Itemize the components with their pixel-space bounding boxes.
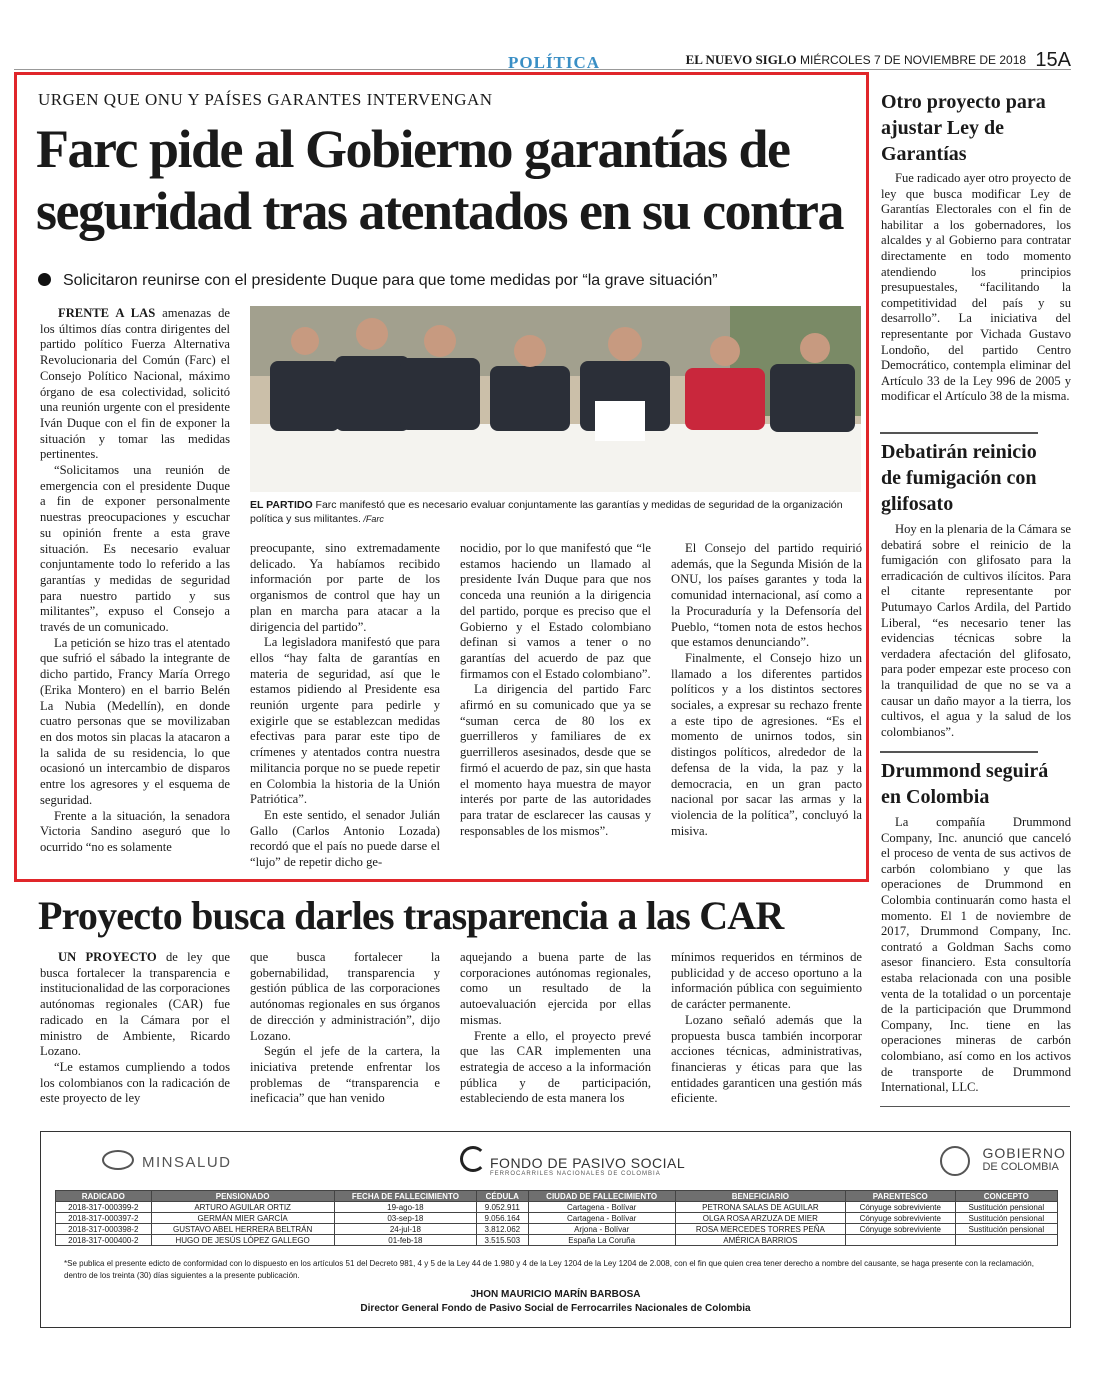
column-header: CÉDULA [477, 1191, 529, 1202]
headline-line-2: seguridad tras atentados en su contra [36, 181, 844, 241]
paragraph: preocupante, sino extremadamente delicado. Ya habíamos recibido información por parte de los organismos de control que hay un plan en marcha para atacar a la dirigencia del partido”. [250, 541, 440, 634]
article-headline [36, 118, 876, 242]
photo-illustration [250, 306, 861, 492]
table-cell: Arjona - Bolívar [528, 1224, 675, 1235]
caption-credit: /Farc [360, 514, 384, 524]
gobierno-text-1: GOBIERNO [982, 1145, 1066, 1161]
table-cell: Sustitución pensional [955, 1213, 1057, 1224]
fondo-text: FONDO DE PASIVO SOCIAL [490, 1155, 686, 1171]
sidebar-title-1: Otro proyecto para ajustar Ley de Garantías [881, 91, 1046, 165]
table-cell: Cónyuge sobreviviente [845, 1224, 955, 1235]
paragraph: Según el jefe de la cartera, la iniciativa pretende enfrentar los problemas de “transparencia e ineficacia” que han venido [250, 1044, 440, 1106]
table-cell: 9.056.164 [477, 1213, 529, 1224]
table-cell: ARTURO AGUILAR ORTIZ [151, 1202, 334, 1213]
paragraph: La dirigencia del partido Farc afirmó en su comunicado que ya se “suman cerca de 80 los ex guerrilleros y familiares de ex guerrilleros asesinados, desde que se firmó el acuerdo de paz, sin que hasta el momento haya muestra de mayor interés por parte de las autoridades para tratar de esclarecer las causas y responsables de los mismos”. [460, 682, 651, 838]
header-rule [14, 69, 1071, 70]
table-cell [955, 1235, 1057, 1246]
table-cell: España La Coruña [528, 1235, 675, 1246]
paragraph: La petición se hizo tras el atentado que sufrió el sábado la integrante de dicho partido, Francy María Orrego (Erika Montero) en el barrio Belén La Nubia (Medellín), en donde cuatro personas que se movilizaban en dos motos sin placas la atacaron a la salida de su residencia, lo que ocasionó un intercambio de disparos entre los agresores y el esquema de seguridad. [40, 635, 230, 807]
table-cell: 2018-317-000397-2 [56, 1213, 152, 1224]
paragraph: mínimos requeridos en términos de publicidad y de acceso oportuno a la información pública con seguimiento de carácter permanente. [671, 950, 862, 1012]
table-cell: 3.812.062 [477, 1224, 529, 1235]
sidebar-text-1 [881, 171, 1071, 405]
article-photo [250, 306, 861, 492]
bullet-icon [38, 273, 51, 286]
paragraph: aquejando a buena parte de las corporaciones autónomas regionales, como un resultado de la autoevaluación ejercida por ellas mismas. [460, 950, 651, 1027]
fondo-logo [460, 1146, 685, 1177]
minsalud-emblem-icon [102, 1150, 134, 1170]
column-header: FECHA DE FALLECIMIENTO [334, 1191, 476, 1202]
subhead-text: Solicitaron reunirse con el presidente Duque para que tome medidas por “la grave situación” [63, 272, 718, 289]
table-cell: ROSA MERCEDES TORRES PEÑA [675, 1224, 845, 1235]
signer-name: JHON MAURICIO MARÍN BARBOSA [470, 1289, 641, 1300]
table-cell: 24-jul-18 [334, 1224, 476, 1235]
article-column-2 [250, 541, 440, 871]
second-column-2 [250, 950, 440, 1107]
section-label: POLÍTICA [508, 53, 601, 72]
column-header: CIUDAD DE FALLECIMIENTO [528, 1191, 675, 1202]
column-header: PENSIONADO [151, 1191, 334, 1202]
paragraph: amenazas de los últimos días contra dirigentes del partido político Fuerza Alternativa Revolucionaria del Común (Farc) el Consejo Político Nacional, máximo órgano de esa colectividad, solicitó una reunión urgente con el presidente Iván Duque con el fin de exponer la situación y tomar las medidas pertinentes. [40, 306, 230, 462]
table-cell: HUGO DE JESÚS LÓPEZ GALLEGO [151, 1235, 334, 1246]
sidebar-divider [880, 432, 1038, 434]
article-kicker: URGEN QUE ONU Y PAÍSES GARANTES INTERVENGAN [38, 90, 493, 109]
minsalud-logo [102, 1150, 232, 1171]
second-column-1 [40, 950, 230, 1107]
paragraph: El Consejo del partido requirió además, que la Segunda Misión de la ONU, los países garantes y toda la comunidad internacional, así como a la Procuraduría y la Defensoría del Pueblo, “tomen nota de estos hechos que estamos denunciando”. [671, 541, 862, 650]
paragraph: de ley que busca fortalecer la transparencia e institucionalidad de las corporaciones autónomas regionales (CAR) fue radicado en la Cámara por el ministro de Ambiente, Ricardo Lozano. [40, 950, 230, 1059]
paragraph: Hoy en la plenaria de la Cámara se debatirá sobre el reinicio de la fumigación con glifosato para la erradicación de cultivos ilícitos. Para el citante representante por Putumayo Carlos Ardila, del Partido Liberal, “es necesario tener las evidencias técnicas sobre la verdadera afectación del glifosato, para poder empezar este proceso con la tranquilidad de que no se va a causar un daño mayor a la tierra, los cultivos, el agua y la salud de los colombianos”. [881, 522, 1071, 739]
table-cell: Cartagena - Bolívar [528, 1213, 675, 1224]
table-cell: GERMÁN MIER GARCÍA [151, 1213, 334, 1224]
table-cell: 3.515.503 [477, 1235, 529, 1246]
table-cell: Sustitución pensional [955, 1224, 1057, 1235]
article-subhead [38, 272, 718, 290]
table-cell: Cónyuge sobreviviente [845, 1213, 955, 1224]
paragraph: La legisladora manifestó que para ellos “hay falta de garantías en materia de seguridad, así que le estamos pidiendo al Presidente esa reunión urgente para pedirle y exigirle que se establezcan medidas efectivas para parar este tipo de crímenes y atentados contra nuestra militancia porque no se puede repetir en Colombia la historia de la Unión Patriótica”. [250, 635, 440, 807]
table-cell: 01-feb-18 [334, 1235, 476, 1246]
article-column-4 [671, 541, 862, 839]
fondo-subtext: FERROCARRILES NACIONALES DE COLOMBIA [490, 1171, 661, 1177]
sidebar-text-3 [881, 815, 1071, 1096]
paper-date: MIÉRCOLES 7 DE NOVIEMBRE DE 2018 [799, 53, 1027, 67]
sidebar-title-3: Drummond seguirá en Colombia [881, 760, 1049, 808]
paragraph: Finalmente, el Consejo hizo un llamado a los diferentes partidos políticos y a los distintos sectores sociales, a expresar su rechazo frente a este tipo de agresiones. “Es el momento de unirnos todos, sin distingos políticos, alrededor de la defensa de la vida, la paz y la democracia, en un gran pacto nacional por sacar las armas y la violencia de la política”, concluyó la misiva. [671, 650, 862, 838]
table-cell: OLGA ROSA ARZUZA DE MIER [675, 1213, 845, 1224]
table-row [56, 1235, 1058, 1246]
second-column-3 [460, 950, 651, 1107]
table-cell: Cartagena - Bolívar [528, 1202, 675, 1213]
column-header: BENEFICIARIO [675, 1191, 845, 1202]
table-cell: 2018-317-000400-2 [56, 1235, 152, 1246]
headline-line-1: Farc pide al Gobierno garantías de [36, 119, 790, 179]
article-column-1 [40, 306, 230, 856]
table-row [56, 1213, 1058, 1224]
second-headline: Proyecto busca darles trasparencia a las CAR [38, 893, 784, 938]
gobierno-logo [940, 1146, 1066, 1176]
table-cell: Cónyuge sobreviviente [845, 1202, 955, 1213]
paper-name: EL NUEVO SIGLO [685, 52, 797, 67]
paragraph: que busca fortalecer la gobernabilidad, transparencia y gestión pública de las corporaciones autónomas regionales en sus órganos de dirección y administración”, dijo Lozano. [250, 950, 440, 1043]
caption-text: Farc manifestó que es necesario evaluar conjuntamente las garantías y medidas de seguridad de la organización política y sus militantes. [250, 499, 843, 525]
paragraph: Fue radicado ayer otro proyecto de ley que busca modificar Ley de Garantías Electorales con el fin de habilitar a los gobernadores, los alcaldes y al Gobierno para contratar directamente en todo momento atendiendo los principios presupuestales, “facilitando la competitividad del país y su desarrollo”. La iniciativa del representante por Vichada Gustavo Londoño, del partido Centro Democrático, contempla eliminar del Artículo 33 de la Ley 996 de 2005 y modificar el Artículo 38 de la misma. [881, 171, 1071, 404]
table-row [56, 1224, 1058, 1235]
paragraph: Lozano señaló además que la propuesta busca también incorporar acciones técnicas, administrativas, financieras y éticas para que las entidades garanticen una gestión más eficiente. [671, 1012, 862, 1106]
gobierno-text-2: DE COLOMBIA [982, 1161, 1059, 1173]
paragraph: “Solicitamos una reunión de emergencia con el presidente Duque a fin de exponer personalmente nuestras preocupaciones y escuchar su opinión frente a esta grave situación. Es necesario evaluar conjuntamente todo lo referido a las garantías y medidas de seguridad para nuestro partido y sus militantes”, expuso el Consejo a través de un comunicado. [40, 463, 230, 635]
photo-caption [250, 498, 860, 526]
signer-title: Director General Fondo de Pasivo Social de Ferrocarriles Nacionales de Colombia [360, 1303, 751, 1314]
second-column-4 [671, 950, 862, 1107]
table-body [56, 1202, 1058, 1246]
paragraph: La compañía Drummond Company, Inc. anunció que canceló el proceso de venta de sus activos de carbón colombiano y que las operaciones de Drummond en Colombia continuarán como hasta el momento. El 1 de noviembre de 2017, Drummond Company, Inc. contrató a Goldman Sachs como asesor financiero. Esta consultoría estaba relacionada con una posible venta de la totalidad o un porcentaje de la participación que Drummond Company, Inc. tiene en las operaciones mineras de carbón colombiano, así como en los activos de transporte de Drummond International, LLC. [881, 815, 1071, 1095]
table-header-row [56, 1191, 1058, 1202]
edict-notice: *Se publica el presente edicto de conformidad con lo dispuesto en los artículos 51 del Decreto 981, 4 y 5 de la Ley 44 de 1.980 y 4 de la Ley 1204 de la Ley 1204 de 2.008, con el fin que quien crea tener derecho a nombre del causante, se haga presente con la reclamación, dentro de los treinta (30) días siguientes a la presente publicación. [64, 1259, 1034, 1280]
table-cell: PETRONA SALAS DE AGUILAR [675, 1202, 845, 1213]
column-header: RADICADO [56, 1191, 152, 1202]
article-lead: FRENTE A LAS [58, 306, 156, 320]
paragraph: Frente a ello, el proyecto prevé que las CAR implementen una estrategia de acceso a la información pública y de participación, estableciendo de esta manera los [460, 1028, 651, 1106]
table-cell: Sustitución pensional [955, 1202, 1057, 1213]
gobierno-emblem-icon [940, 1146, 970, 1176]
paragraph: Frente a la situación, la senadora Victoria Sandino aseguró que lo ocurrido “no es solamente [40, 808, 230, 854]
table-cell: AMÉRICA BARRIOS [675, 1235, 845, 1246]
fondo-emblem-icon [460, 1146, 486, 1172]
paragraph: “Le estamos cumpliendo a todos los colombianos con la radicación de este proyecto de ley [40, 1059, 230, 1106]
table-cell: GUSTAVO ABEL HERRERA BELTRÁN [151, 1224, 334, 1235]
edict-table [55, 1190, 1058, 1246]
table-cell: 19-ago-18 [334, 1202, 476, 1213]
column-header: CONCEPTO [955, 1191, 1057, 1202]
table-cell: 2018-317-000399-2 [56, 1202, 152, 1213]
sidebar-divider [880, 751, 1038, 753]
sidebar-title-2: Debatirán reinicio de fumigación con glifosato [881, 441, 1037, 515]
table-cell: 2018-317-000398-2 [56, 1224, 152, 1235]
sidebar-end-rule [880, 1106, 1070, 1107]
minsalud-text: MINSALUD [142, 1154, 232, 1171]
table-cell [845, 1235, 955, 1246]
paragraph: nocidio, por lo que manifestó que “le estamos haciendo un llamado al presidente Iván Duque para que nos conceda una reunión a la dirigencia del partido, porque es preciso que el Gobierno y el Estado colombiano definan si vamos a tener o no garantías del acuerdo de paz que firmamos con el Estado colombiano”. [460, 541, 651, 681]
table-row [56, 1202, 1058, 1213]
page-number: 15A [1035, 49, 1071, 71]
caption-lead: EL PARTIDO [250, 499, 313, 511]
second-lead: UN PROYECTO [58, 950, 157, 964]
table-cell: 03-sep-18 [334, 1213, 476, 1224]
sidebar-text-2 [881, 522, 1071, 740]
paragraph: En este sentido, el senador Julián Gallo (Carlos Antonio Lozada) recordó que el país no puede darse el “lujo” de repetir dicho ge- [250, 807, 440, 870]
article-column-3 [460, 541, 651, 839]
table-cell: 9.052.911 [477, 1202, 529, 1213]
column-header: PARENTESCO [845, 1191, 955, 1202]
